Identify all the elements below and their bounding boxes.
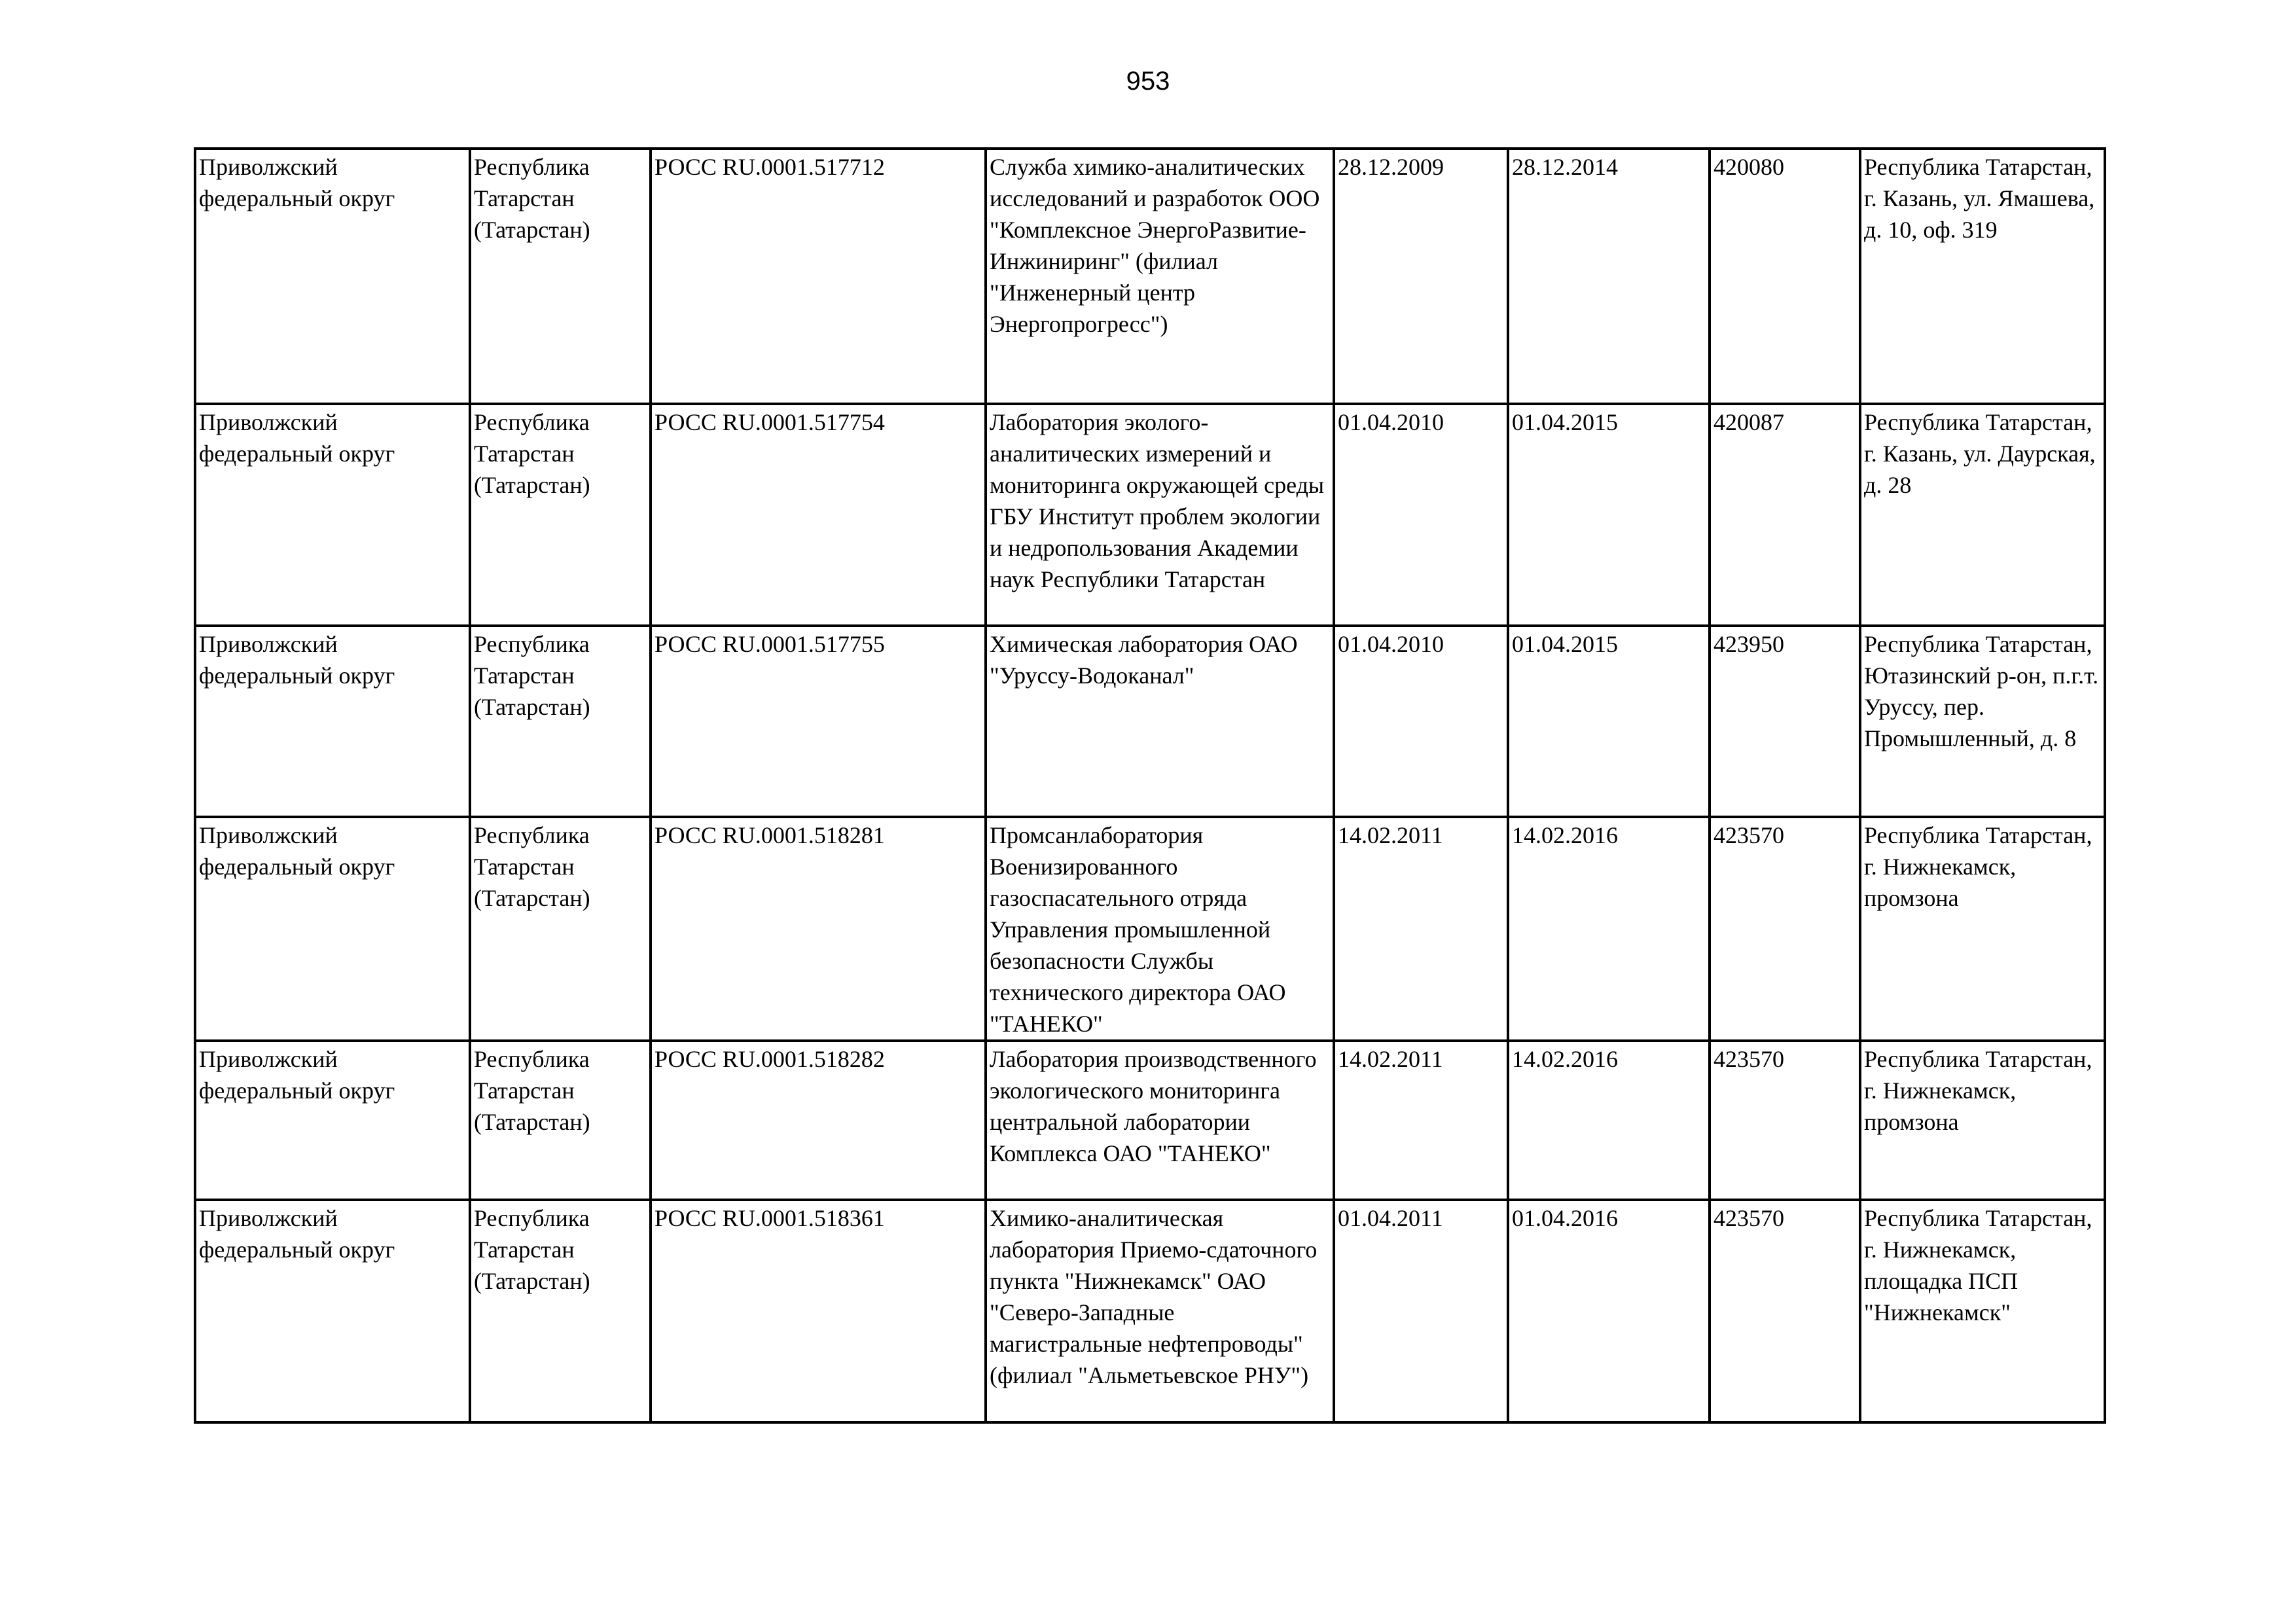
district-cell: Приволжский федеральный округ (195, 626, 470, 817)
postal-code-cell: 423570 (1710, 1200, 1860, 1422)
page-number: 953 (1126, 67, 1170, 96)
organization-cell: Служба химико-аналитических исследований и разработок ООО "Комплексное ЭнергоРазвитие-Инжиниринг" (филиал "Инженерный центр Энергопрогресс") (986, 149, 1334, 404)
date-to-cell: 14.02.2016 (1508, 817, 1710, 1041)
table-row (195, 817, 2105, 1041)
table-row (195, 149, 2105, 404)
certificate-cell: РОСС RU.0001.518282 (651, 1041, 986, 1200)
district-cell: Приволжский федеральный округ (195, 404, 470, 626)
organization-cell: Промсанлаборатория Военизированного газоспасательного отряда Управления промышленной безопасности Службы технического директора ОАО "ТАНЕКО" (986, 817, 1334, 1041)
region-cell: Республика Татарстан (Татарстан) (470, 1041, 651, 1200)
date-from-cell: 01.04.2010 (1334, 404, 1508, 626)
address-cell: Республика Татарстан, Ютазинский р-он, п.г.т. Уруссу, пер. Промышленный, д. 8 (1860, 626, 2105, 817)
postal-code-cell: 420080 (1710, 149, 1860, 404)
date-from-cell: 01.04.2010 (1334, 626, 1508, 817)
district-cell: Приволжский федеральный округ (195, 817, 470, 1041)
region-cell: Республика Татарстан (Татарстан) (470, 1200, 651, 1422)
date-from-cell: 14.02.2011 (1334, 1041, 1508, 1200)
table-row (195, 1200, 2105, 1422)
region-cell: Республика Татарстан (Татарстан) (470, 817, 651, 1041)
district-cell: Приволжский федеральный округ (195, 1200, 470, 1422)
table-row (195, 1041, 2105, 1200)
certificate-cell: РОСС RU.0001.518281 (651, 817, 986, 1041)
date-to-cell: 01.04.2015 (1508, 404, 1710, 626)
table-body (195, 149, 2105, 1422)
date-to-cell: 01.04.2016 (1508, 1200, 1710, 1422)
postal-code-cell: 423570 (1710, 1041, 1860, 1200)
certificate-cell: РОСС RU.0001.518361 (651, 1200, 986, 1422)
date-to-cell: 01.04.2015 (1508, 626, 1710, 817)
date-to-cell: 28.12.2014 (1508, 149, 1710, 404)
region-cell: Республика Татарстан (Татарстан) (470, 404, 651, 626)
organization-cell: Лаборатория производственного экологического мониторинга центральной лаборатории Комплекса ОАО "ТАНЕКО" (986, 1041, 1334, 1200)
date-from-cell: 14.02.2011 (1334, 817, 1508, 1041)
address-cell: Республика Татарстан, г. Казань, ул. Ямашева, д. 10, оф. 319 (1860, 149, 2105, 404)
address-cell: Республика Татарстан, г. Казань, ул. Даурская, д. 28 (1860, 404, 2105, 626)
organization-cell: Химико-аналитическая лаборатория Приемо-сдаточного пункта "Нижнекамск" ОАО "Северо-Западные магистральные нефтепроводы" (филиал "Альметьевское РНУ") (986, 1200, 1334, 1422)
table-row (195, 404, 2105, 626)
organization-cell: Химическая лаборатория ОАО "Уруссу-Водоканал" (986, 626, 1334, 817)
postal-code-cell: 423950 (1710, 626, 1860, 817)
postal-code-cell: 420087 (1710, 404, 1860, 626)
address-cell: Республика Татарстан, г. Нижнекамск, промзона (1860, 1041, 2105, 1200)
region-cell: Республика Татарстан (Татарстан) (470, 626, 651, 817)
organization-cell: Лаборатория эколого-аналитических измерений и мониторинга окружающей среды ГБУ Институт проблем экологии и недропользования Академии наук Республики Татарстан (986, 404, 1334, 626)
region-cell: Республика Татарстан (Татарстан) (470, 149, 651, 404)
laboratory-registry-table (194, 147, 2106, 1424)
address-cell: Республика Татарстан, г. Нижнекамск, площадка ПСП "Нижнекамск" (1860, 1200, 2105, 1422)
date-from-cell: 28.12.2009 (1334, 149, 1508, 404)
postal-code-cell: 423570 (1710, 817, 1860, 1041)
certificate-cell: РОСС RU.0001.517754 (651, 404, 986, 626)
district-cell: Приволжский федеральный округ (195, 1041, 470, 1200)
table-row (195, 626, 2105, 817)
date-from-cell: 01.04.2011 (1334, 1200, 1508, 1422)
district-cell: Приволжский федеральный округ (195, 149, 470, 404)
certificate-cell: РОСС RU.0001.517755 (651, 626, 986, 817)
date-to-cell: 14.02.2016 (1508, 1041, 1710, 1200)
certificate-cell: РОСС RU.0001.517712 (651, 149, 986, 404)
address-cell: Республика Татарстан, г. Нижнекамск, промзона (1860, 817, 2105, 1041)
